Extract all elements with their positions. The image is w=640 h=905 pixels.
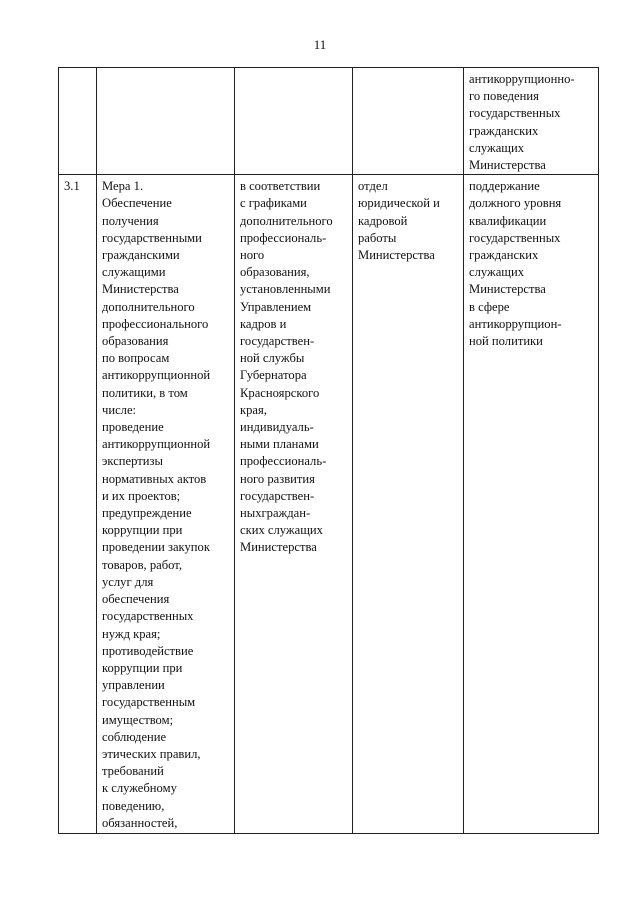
cell-number: 3.1 xyxy=(59,175,97,834)
cell-deadline xyxy=(235,68,353,175)
cell-responsible: отдел юридической и кадровой работы Министерства xyxy=(353,175,464,834)
table-row xyxy=(59,175,599,834)
table-row xyxy=(59,68,599,175)
measures-table xyxy=(58,67,599,834)
page-number: 11 xyxy=(313,37,327,52)
cell-responsible xyxy=(353,68,464,175)
cell-result: поддержание должного уровня квалификации государственных гражданских служащих Министерства в сфере антикоррупцион- ной политики xyxy=(464,175,599,834)
cell-measure: Мера 1. Обеспечение получения государственными гражданскими служащими Министерства дополнительного профессионального образования по вопросам антикоррупционной политики, в том числе: проведение антикоррупционной экспертизы нормативных актов и их проектов; предупреждение коррупции при проведении закупок товаров, работ, услуг для обеспечения государственных нужд края; противодействие коррупции при управлении государственным имуществом; соблюдение этических правил, требований к служебному поведению, обязанностей, xyxy=(97,175,235,834)
cell-number xyxy=(59,68,97,175)
cell-measure xyxy=(97,68,235,175)
cell-result: антикоррупционно- го поведения государственных гражданских служащих Министерства xyxy=(464,68,599,175)
cell-deadline: в соответствии с графиками дополнительного профессиональ- ного образования, установленными Управлением кадров и государствен- ной службы Губернатора Красноярского края, индивидуаль- ными планами профессиональ- ного развития государствен- ныхграждан- ских служащих Министерства xyxy=(235,175,353,834)
